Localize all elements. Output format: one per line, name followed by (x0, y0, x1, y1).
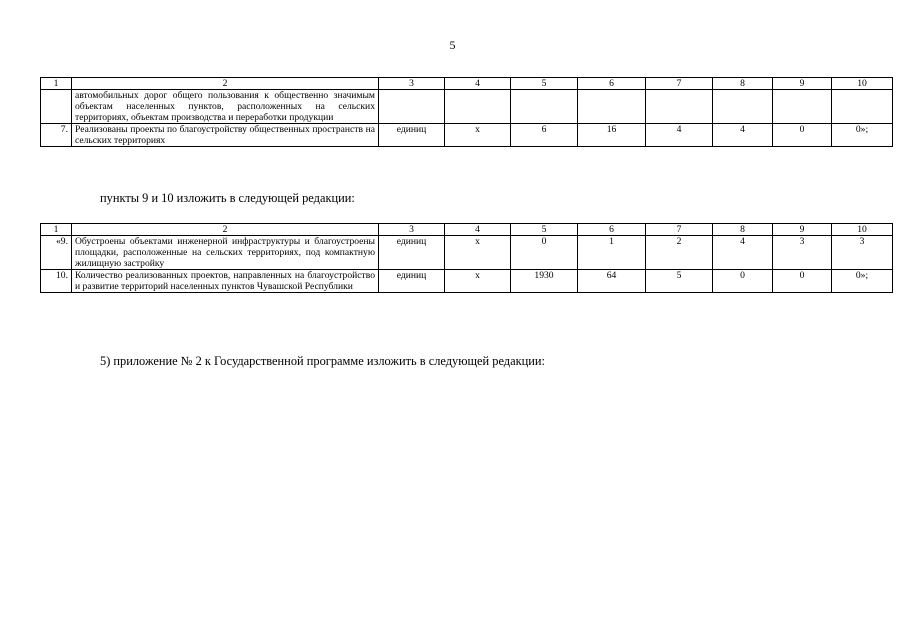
value-cell (511, 90, 578, 124)
value-cell: 3 (832, 236, 893, 270)
value-cell: 2 (646, 236, 713, 270)
value-cell: 3 (773, 236, 832, 270)
table-header-row (41, 78, 893, 90)
value-cell: 0 (713, 270, 773, 293)
value-cell: 0 (773, 270, 832, 293)
value-cell: 0»; (832, 124, 893, 147)
unit-cell (379, 90, 445, 124)
indicators-table-continued (40, 77, 893, 147)
value-cell: 0 (511, 236, 578, 270)
column-header: 1 (41, 78, 72, 90)
value-cell: 4 (713, 236, 773, 270)
value-cell: 6 (511, 124, 578, 147)
indicators-table-new-items (40, 223, 893, 293)
value-cell: 64 (578, 270, 646, 293)
value-cell (646, 90, 713, 124)
value-cell: 0 (773, 124, 832, 147)
indicator-name: Количество реализованных проектов, направленных на благоустройство и развитие территорий населенных пунктов Чувашской Республики (72, 270, 379, 293)
indicator-name: Обустроены объектами инженерной инфраструктуры и благоустроены площадки, расположенные на сельских территориях, под компактную жилищную застройку (72, 236, 379, 270)
column-header: 3 (379, 224, 445, 236)
column-header: 9 (773, 224, 832, 236)
column-header: 4 (445, 224, 511, 236)
value-cell: 5 (646, 270, 713, 293)
value-cell: 16 (578, 124, 646, 147)
value-cell: х (445, 236, 511, 270)
value-cell: 4 (646, 124, 713, 147)
table-row (41, 270, 893, 293)
value-cell: 4 (713, 124, 773, 147)
column-header: 6 (578, 224, 646, 236)
column-header: 5 (511, 224, 578, 236)
indicator-name: Реализованы проекты по благоустройству общественных пространств на сельских территориях (72, 124, 379, 147)
row-number: «9. (41, 236, 72, 270)
table-row (41, 236, 893, 270)
value-cell: 1 (578, 236, 646, 270)
column-header: 7 (646, 224, 713, 236)
value-cell (832, 90, 893, 124)
unit-cell: единиц (379, 124, 445, 147)
value-cell (773, 90, 832, 124)
row-number (41, 90, 72, 124)
table-header-row (41, 224, 893, 236)
table-row (41, 124, 893, 147)
instruction-paragraph: 5) приложение № 2 к Государственной программе изложить в следующей редакции: (100, 354, 545, 368)
column-header: 2 (72, 224, 379, 236)
column-header: 7 (646, 78, 713, 90)
value-cell: 1930 (511, 270, 578, 293)
value-cell: х (445, 124, 511, 147)
column-header: 10 (832, 78, 893, 90)
value-cell: х (445, 270, 511, 293)
row-number: 10. (41, 270, 72, 293)
column-header: 4 (445, 78, 511, 90)
instruction-paragraph: пункты 9 и 10 изложить в следующей редакции: (100, 191, 355, 205)
column-header: 6 (578, 78, 646, 90)
value-cell (713, 90, 773, 124)
column-header: 9 (773, 78, 832, 90)
page-number: 5 (449, 38, 456, 52)
row-number: 7. (41, 124, 72, 147)
column-header: 2 (72, 78, 379, 90)
unit-cell: единиц (379, 236, 445, 270)
indicator-name: автомобильных дорог общего пользования к общественно значимым объектам населенных пунктов, расположенных на сельских территориях, объектам производства и переработки продукции (72, 90, 379, 124)
column-header: 1 (41, 224, 72, 236)
column-header: 8 (713, 224, 773, 236)
value-cell: 0»; (832, 270, 893, 293)
column-header: 8 (713, 78, 773, 90)
value-cell (578, 90, 646, 124)
unit-cell: единиц (379, 270, 445, 293)
value-cell (445, 90, 511, 124)
column-header: 3 (379, 78, 445, 90)
column-header: 10 (832, 224, 893, 236)
table-row (41, 90, 893, 124)
column-header: 5 (511, 78, 578, 90)
